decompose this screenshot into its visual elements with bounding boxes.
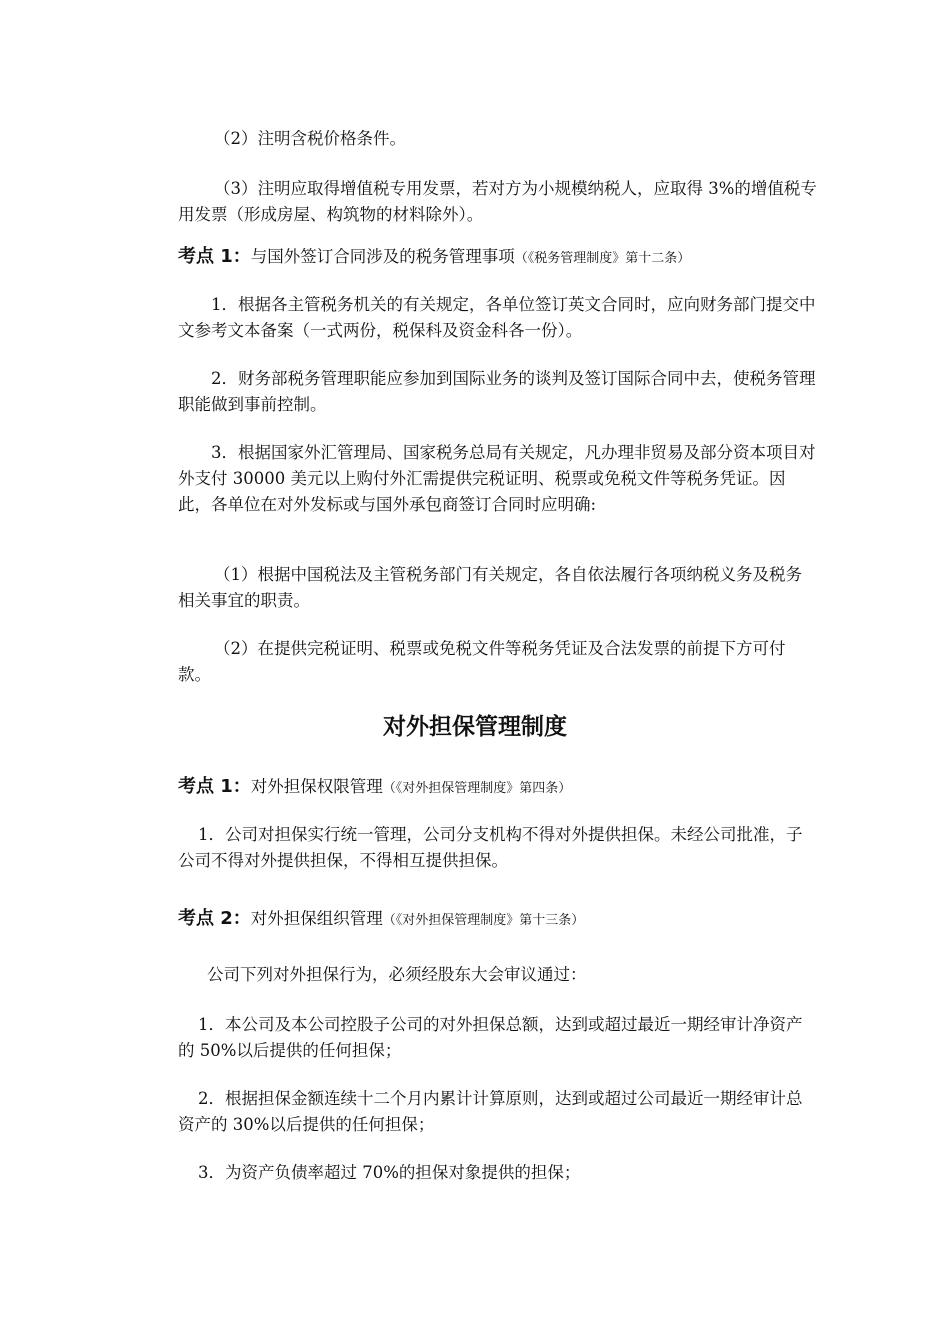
paragraph-vat-invoice: （3）注明应取得增值税专用发票，若对方为小规模纳税人，应取得 3%的增值税专用发票（形成房屋、构筑物的材料除外）。 <box>178 179 817 224</box>
kaodian-reference: （《税务管理制度》第十二条） <box>514 251 691 266</box>
kaodian-topic: 与国外签订合同涉及的税务管理事项 <box>250 247 515 266</box>
kaodian-reference: （《对外担保管理制度》第四条） <box>382 781 572 796</box>
kaodian-heading-guarantee-organization <box>178 906 858 934</box>
kaodian-label: 考点 2： <box>178 908 251 929</box>
paragraph-guarantee-debt-ratio: 3．为资产负债率超过 70%的担保对象提供的担保； <box>198 1163 581 1182</box>
paragraph-forex-payment-rule: 3．根据国家外汇管理局、国家税务总局有关规定，凡办理非贸易及部分资本项目对外支付 30000 美元以上购付外汇需提供完税证明、税票或免税文件等税务凭证。因此，各单位在对外发标或与国外承包商签订合同时应明确: <box>178 443 816 514</box>
kaodian-label: 考点 1： <box>178 776 251 797</box>
paragraph-tax-price-condition: （2）注明含税价格条件。 <box>214 129 406 148</box>
kaodian-topic: 对外担保组织管理 <box>250 909 383 928</box>
paragraph-unified-guarantee-management: 1．公司对担保实行统一管理，公司分支机构不得对外提供担保。未经公司批准，子公司不得对外提供担保，不得相互提供担保。 <box>178 825 803 870</box>
paragraph-guarantee-net-assets: 1．本公司及本公司控股子公司的对外担保总额，达到或超过最近一期经审计净资产的 50%以后提供的任何担保； <box>178 1015 803 1060</box>
paragraph-guarantee-total-assets: 2．根据担保金额连续十二个月内累计计算原则，达到或超过公司最近一期经审计总资产的 30%以后提供的任何担保； <box>178 1089 803 1134</box>
kaodian-label: 考点 1： <box>178 246 251 267</box>
paragraph-tax-management-participation: 2．财务部税务管理职能应参加到国际业务的谈判及签订国际合同中去，使税务管理职能做到事前控制。 <box>178 369 816 414</box>
paragraph-tax-obligations: （1）根据中国税法及主管税务部门有关规定，各自依法履行各项纳税义务及税务相关事宜的职责。 <box>178 565 802 610</box>
paragraph-shareholder-approval: 公司下列对外担保行为，必须经股东大会审议通过： <box>207 965 587 984</box>
section-title: 对外担保管理制度 <box>383 714 567 740</box>
paragraph-english-contract-filing: 1．根据各主管税务机关的有关规定，各单位签订英文合同时，应向财务部门提交中文参考文本备案（一式两份，税保科及资金科各一份）。 <box>178 295 816 340</box>
kaodian-reference: （《对外担保管理制度》第十三条） <box>382 913 585 928</box>
kaodian-heading-guarantee-authority <box>178 774 858 802</box>
kaodian-heading-foreign-contract <box>178 244 858 272</box>
kaodian-topic: 对外担保权限管理 <box>250 777 383 796</box>
paragraph-payment-condition: （2）在提供完税证明、税票或免税文件等税务凭证及合法发票的前提下方可付款。 <box>178 639 786 684</box>
